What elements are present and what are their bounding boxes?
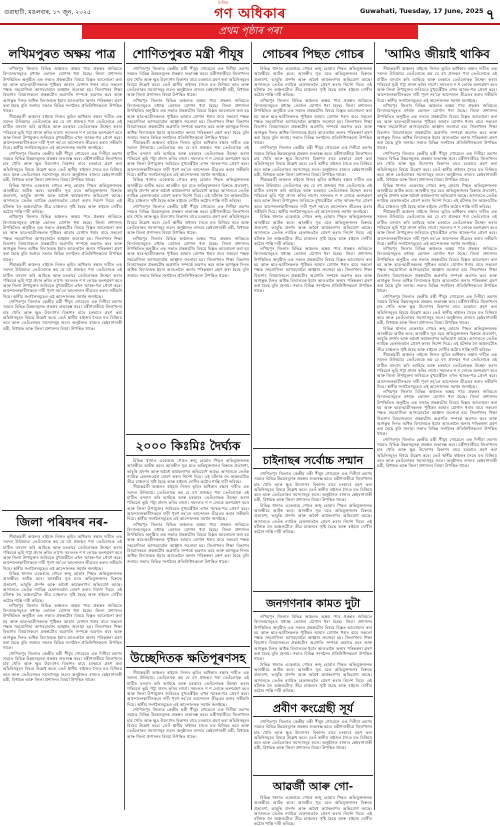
masthead-date-english: Guwahati, Tuesday, 17 June, 2025 xyxy=(360,7,484,15)
story-text: শোণিতপুৰ জিলাত কেন্দ্ৰীয় মন্ত্ৰী পীযূষ গোয়েলে এক দিনীয়া ভ্ৰমণৰ সময়ত বিভিন্ন উন্নয়নমূলক প্ৰকল্পৰ শুভাৰম্ভ কৰে। মন্ত্ৰীগৰাকীয়ে জিলাখনৰ চাহ খেতি আৰু ক্ষুদ্ৰ উদ্যোগৰ বিকাশৰ বাবে চৰকাৰে গ্ৰহণ কৰা আঁচনিসমূহৰ বিষয়ে উল্লেখ কৰে। তেওঁ স্থানীয় ৰাইজৰ সৈতে মত বিনিময় কৰে আৰু তেওঁলোকৰ সমস্যাসমূহ শুনে। অনুষ্ঠানত ৰাজ্যৰ কেইবাগৰাকী মন্ত্ৰী, বিধায়ক আৰু জিলা প্ৰশাসনৰ বিষয়া উপস্থিত থাকে। xyxy=(127,66,249,98)
story-text: শোণিতপুৰ জিলাত কেন্দ্ৰীয় মন্ত্ৰী পীযূষ গোয়েলে এক দিনীয়া ভ্ৰমণৰ সময়ত বিভিন্ন উন্নয়নমূলক প্ৰকল্পৰ শুভাৰম্ভ কৰে। মন্ত্ৰীগৰাকীয়ে জিলাখনৰ চাহ খেতি আৰু ক্ষুদ্ৰ উদ্যোগৰ বিকাশৰ বাবে চৰকাৰে গ্ৰহণ কৰা আঁচনিসমূহৰ বিষয়ে উল্লেখ কৰে। তেওঁ স্থানীয় ৰাইজৰ সৈতে মত বিনিময় কৰে আৰু তেওঁলোকৰ সমস্যাসমূহ শুনে। অনুষ্ঠানত ৰাজ্যৰ কেইবাগৰাকী মন্ত্ৰী, বিধায়ক আৰু জিলা প্ৰশাসনৰ বিষয়া উপস্থিত থাকে। xyxy=(254,719,372,751)
story-text: লখিমপুৰ জিলাৰ বিভিন্ন অঞ্চলত অক্ষয় পাত্ৰ প্ৰকল্পৰ জৰিয়তে বিদ্যালয়সমূহত মধ্যাহ্ন ভোজন যোগান ধৰা হৈছে। জিলা প্ৰশাসনৰ উপস্থিতিত অনুষ্ঠিত এক সভাত প্ৰকল্পটোৰ বিষয়ে বিস্তৃত আলোচনা কৰা হয় আৰু ছাত্ৰ-ছাত্ৰীসকলক পুষ্টিকৰ আহাৰ যোগান ধৰাৰ বাবে সকলো পক্ষক সহযোগিতা আগবঢ়াবলৈ আহ্বান জনোৱা হয়। জিলাখনৰ শিক্ষা বিভাগৰ বিষয়াসকলে প্ৰকল্পটোৰ অগ্ৰগতি সম্পৰ্কে অৱগত কৰে আৰু আগন্তুক দিনত অধিক বিদ্যালয়ক ইয়াৰ আওতালৈ অনাৰ পৰিকল্পনা গ্ৰহণ কৰা হৈছে বুলি জনায়। সভাত বিভিন্ন সংগঠনৰ প্ৰতিনিধিসকলো উপস্থিত থাকে। xyxy=(254,614,372,662)
story-text: বিভিন্ন থানাত একেৰাহে গোচৰ ৰুজু হোৱাৰ পিছত অভিযুক্তজনক আৰক্ষীয়ে আটক কৰে। আৰক্ষীৰ সূত্ৰ মতে অভিযুক্তজনৰ বিৰুদ্ধে প্ৰতাৰণা, ভাবুকি প্ৰদৰ্শন আৰু অবৈধ কাৰ্যকলাপৰ অভিযোগ আছে। আদালতে তেওঁক ন্যায়িক হেফাজতলৈ প্ৰেৰণ কৰাৰ নিৰ্দেশ দিয়ে। এই ঘটনাক লৈ অঞ্চলটোত তীব্ৰ চাঞ্চল্যৰ সৃষ্টি হৈছে আৰু ৰাইজে দোষীৰ কঠোৰ শাস্তি দাবী কৰিছে। xyxy=(254,214,372,246)
story-zila-parishad xyxy=(3,534,122,808)
story-text: সীমান্তৱৰ্তী অঞ্চলৰ ৰাইজে নিজৰ ভূমিৰ অধিকাৰ ৰক্ষাৰ দাবীত এক সমদল উলিয়ায়। তেওঁলোকে কয় যে বহু প্ৰজন্মৰ পৰা তেওঁলোকে এই মাটিত বসবাস কৰি আহিছে আৰু চৰকাৰে তেওঁলোকক উচ্ছেদ কৰাৰ পৰিৱৰ্তে ভূমি পট্টা প্ৰদান কৰিব লাগে। সমদলত শ শ লোকে অংশগ্ৰহণ কৰে আৰু জিলা উপায়ুক্তৰ জৰিয়তে মুখ্যমন্ত্ৰীলৈ এখন স্মাৰক-পত্ৰ প্ৰেৰণ কৰে। আন্দোলনকাৰীসকলে দাবী পূৰণ নহ'লে আন্দোলন তীব্ৰতৰ কৰাৰ সকীয়নি দিয়ে। স্থানীয় সংগঠনসমূহেও এই আন্দোলনক সমৰ্থন জনাইছে। xyxy=(3,534,122,571)
story-police-cow xyxy=(254,795,372,827)
story-text: সীমান্তৱৰ্তী অঞ্চলৰ ৰাইজে নিজৰ ভূমিৰ অধিকাৰ ৰক্ষাৰ দাবীত এক সমদল উলিয়ায়। তেওঁলোকে কয় যে বহু প্ৰজন্মৰ পৰা তেওঁলোকে এই মাটিত বসবাস কৰি আহিছে আৰু চৰকাৰে তেওঁলোকক উচ্ছেদ কৰাৰ পৰিৱৰ্তে ভূমি পট্টা প্ৰদান কৰিব লাগে। সমদলত শ শ লোকে অংশগ্ৰহণ কৰে আৰু জিলা উপায়ুক্তৰ জৰিয়তে মুখ্যমন্ত্ৰীলৈ এখন স্মাৰক-পত্ৰ প্ৰেৰণ কৰে। আন্দোলনকাৰীসকলে দাবী পূৰণ নহ'লে আন্দোলন তীব্ৰতৰ কৰাৰ সকীয়নি দিয়ে। স্থানীয় সংগঠনসমূহেও এই আন্দোলনক সমৰ্থন জনাইছে। xyxy=(127,484,249,522)
story-sonitpur xyxy=(127,66,249,434)
story-evicted-compensation xyxy=(127,670,249,808)
story-text: শোণিতপুৰ জিলাত কেন্দ্ৰীয় মন্ত্ৰী পীযূষ গোয়েলে এক দিনীয়া ভ্ৰমণৰ সময়ত বিভিন্ন উন্নয়নমূলক প্ৰকল্পৰ শুভাৰম্ভ কৰে। মন্ত্ৰীগৰাকীয়ে জিলাখনৰ চাহ খেতি আৰু ক্ষুদ্ৰ উদ্যোগৰ বিকাশৰ বাবে চৰকাৰে গ্ৰহণ কৰা আঁচনিসমূহৰ বিষয়ে উল্লেখ কৰে। তেওঁ স্থানীয় ৰাইজৰ সৈতে মত বিনিময় কৰে আৰু তেওঁলোকৰ সমস্যাসমূহ শুনে। অনুষ্ঠানত ৰাজ্যৰ কেইবাগৰাকী মন্ত্ৰী, বিধায়ক আৰু জিলা প্ৰশাসনৰ বিষয়া উপস্থিত থাকে। xyxy=(377,150,497,183)
section-rule xyxy=(2,510,122,511)
story-text: লখিমপুৰ জিলাৰ বিভিন্ন অঞ্চলত অক্ষয় পাত্ৰ প্ৰকল্পৰ জৰিয়তে বিদ্যালয়সমূহত মধ্যাহ্ন ভোজন যোগান ধৰা হৈছে। জিলা প্ৰশাসনৰ উপস্থিতিত অনুষ্ঠিত এক সভাত প্ৰকল্পটোৰ বিষয়ে বিস্তৃত আলোচনা কৰা হয় আৰু ছাত্ৰ-ছাত্ৰীসকলক পুষ্টিকৰ আহাৰ যোগান ধৰাৰ বাবে সকলো পক্ষক সহযোগিতা আগবঢ়াবলৈ আহ্বান জনোৱা হয়। জিলাখনৰ শিক্ষা বিভাগৰ বিষয়াসকলে প্ৰকল্পটোৰ অগ্ৰগতি সম্পৰ্কে অৱগত কৰে আৰু আগন্তুক দিনত অধিক বিদ্যালয়ক ইয়াৰ আওতালৈ অনাৰ পৰিকল্পনা গ্ৰহণ কৰা হৈছে বুলি জনায়। সভাত বিভিন্ন সংগঠনৰ প্ৰতিনিধিসকলো উপস্থিত থাকে। xyxy=(254,246,372,294)
story-text: বিভিন্ন থানাত একেৰাহে গোচৰ ৰুজু হোৱাৰ পিছত অভিযুক্তজনক আৰক্ষীয়ে আটক কৰে। আৰক্ষীৰ সূত্ৰ মতে অভিযুক্তজনৰ বিৰুদ্ধে প্ৰতাৰণা, ভাবুকি প্ৰদৰ্শন আৰু অবৈধ কাৰ্যকলাপৰ অভিযোগ আছে। আদালতে তেওঁক ন্যায়িক হেফাজতলৈ প্ৰেৰণ কৰাৰ নিৰ্দেশ দিয়ে। এই ঘটনাক লৈ অঞ্চলটোত তীব্ৰ চাঞ্চল্যৰ সৃষ্টি হৈছে আৰু ৰাইজে দোষীৰ কঠোৰ শাস্তি দাবী কৰিছে। xyxy=(127,458,249,485)
story-text: বিভিন্ন থানাত একেৰাহে গোচৰ ৰুজু হোৱাৰ পিছত অভিযুক্তজনক আৰক্ষীয়ে আটক কৰে। আৰক্ষীৰ সূত্ৰ মতে অভিযুক্তজনৰ বিৰুদ্ধে প্ৰতাৰণা, ভাবুকি প্ৰদৰ্শন আৰু অবৈধ কাৰ্যকলাপৰ অভিযোগ আছে। আদালতে তেওঁক ন্যায়িক হেফাজতলৈ প্ৰেৰণ কৰাৰ নিৰ্দেশ দিয়ে। এই ঘটনাক লৈ অঞ্চলটোত তীব্ৰ চাঞ্চল্যৰ সৃষ্টি হৈছে আৰু ৰাইজে দোষীৰ কঠোৰ শাস্তি দাবী কৰিছে। xyxy=(127,177,249,204)
page-number: ৭ xyxy=(485,7,495,23)
story-text: বিভিন্ন থানাত একেৰাহে গোচৰ ৰুজু হোৱাৰ পিছত অভিযুক্তজনক আৰক্ষীয়ে আটক কৰে। আৰক্ষীৰ সূত্ৰ মতে অভিযুক্তজনৰ বিৰুদ্ধে প্ৰতাৰণা, ভাবুকি প্ৰদৰ্শন আৰু অবৈধ কাৰ্যকলাপৰ অভিযোগ আছে। আদালতে তেওঁক ন্যায়িক হেফাজতলৈ প্ৰেৰণ কৰাৰ নিৰ্দেশ দিয়ে। এই ঘটনাক লৈ অঞ্চলটোত তীব্ৰ চাঞ্চল্যৰ সৃষ্টি হৈছে আৰু ৰাইজে দোষীৰ কঠোৰ শাস্তি দাবী কৰিছে। xyxy=(377,182,497,209)
continued-banner: প্ৰথম পৃষ্ঠাৰ পৰা xyxy=(82,25,418,39)
story-text: সীমান্তৱৰ্তী অঞ্চলৰ ৰাইজে নিজৰ ভূমিৰ অধিকাৰ ৰক্ষাৰ দাবীত এক সমদল উলিয়ায়। তেওঁলোকে কয় যে বহু প্ৰজন্মৰ পৰা তেওঁলোকে এই মাটিত বসবাস কৰি আহিছে আৰু চৰকাৰে তেওঁলোকক উচ্ছেদ কৰাৰ পৰিৱৰ্তে ভূমি পট্টা প্ৰদান কৰিব লাগে। সমদলত শ শ লোকে অংশগ্ৰহণ কৰে আৰু জিলা উপায়ুক্তৰ জৰিয়তে মুখ্যমন্ত্ৰীলৈ এখন স্মাৰক-পত্ৰ প্ৰেৰণ কৰে। আন্দোলনকাৰীসকলে দাবী পূৰণ নহ'লে আন্দোলন তীব্ৰতৰ কৰাৰ সকীয়নি দিয়ে। স্থানীয় সংগঠনসমূহেও এই আন্দোলনক সমৰ্থন জনাইছে। xyxy=(377,209,497,246)
story-text: লখিমপুৰ জিলাৰ বিভিন্ন অঞ্চলত অক্ষয় পাত্ৰ প্ৰকল্পৰ জৰিয়তে বিদ্যালয়সমূহত মধ্যাহ্ন ভোজন যোগান ধৰা হৈছে। জিলা প্ৰশাসনৰ উপস্থিতিত অনুষ্ঠিত এক সভাত প্ৰকল্পটোৰ বিষয়ে বিস্তৃত আলোচনা কৰা হয় আৰু ছাত্ৰ-ছাত্ৰীসকলক পুষ্টিকৰ আহাৰ যোগান ধৰাৰ বাবে সকলো পক্ষক সহযোগিতা আগবঢ়াবলৈ আহ্বান জনোৱা হয়। জিলাখনৰ শিক্ষা বিভাগৰ বিষয়াসকলে প্ৰকল্পটোৰ অগ্ৰগতি সম্পৰ্কে অৱগত কৰে আৰু আগন্তুক দিনত অধিক বিদ্যালয়ক ইয়াৰ আওতালৈ অনাৰ পৰিকল্পনা গ্ৰহণ কৰা হৈছে বুলি জনায়। সভাত বিভিন্ন সংগঠনৰ প্ৰতিনিধিসকলো উপস্থিত থাকে। xyxy=(3,66,122,114)
story-text: লখিমপুৰ জিলাৰ বিভিন্ন অঞ্চলত অক্ষয় পাত্ৰ প্ৰকল্পৰ জৰিয়তে বিদ্যালয়সমূহত মধ্যাহ্ন ভোজন যোগান ধৰা হৈছে। জিলা প্ৰশাসনৰ উপস্থিতিত অনুষ্ঠিত এক সভাত প্ৰকল্পটোৰ বিষয়ে বিস্তৃত আলোচনা কৰা হয় আৰু ছাত্ৰ-ছাত্ৰীসকলক পুষ্টিকৰ আহাৰ যোগান ধৰাৰ বাবে সকলো পক্ষক সহযোগিতা আগবঢ়াবলৈ আহ্বান জনোৱা হয়। জিলাখনৰ শিক্ষা বিভাগৰ বিষয়াসকলে প্ৰকল্পটোৰ অগ্ৰগতি সম্পৰ্কে অৱগত কৰে আৰু আগন্তুক দিনত অধিক বিদ্যালয়ক ইয়াৰ আওতালৈ অনাৰ পৰিকল্পনা গ্ৰহণ কৰা হৈছে বুলি জনায়। সভাত বিভিন্ন সংগঠনৰ প্ৰতিনিধিসকলো উপস্থিত থাকে। xyxy=(127,97,249,140)
section-rule xyxy=(253,696,373,697)
masthead-date-assamese: গুৱাহাটী, মঙলবাৰ, ১৭ জুন, ২০২৫ xyxy=(4,9,91,16)
headline-rule xyxy=(253,716,373,717)
story-text: শোণিতপুৰ জিলাত কেন্দ্ৰীয় মন্ত্ৰী পীযূষ গোয়েলে এক দিনীয়া ভ্ৰমণৰ সময়ত বিভিন্ন উন্নয়নমূলক প্ৰকল্পৰ শুভাৰম্ভ কৰে। মন্ত্ৰীগৰাকীয়ে জিলাখনৰ চাহ খেতি আৰু ক্ষুদ্ৰ উদ্যোগৰ বিকাশৰ বাবে চৰকাৰে গ্ৰহণ কৰা আঁচনিসমূহৰ বিষয়ে উল্লেখ কৰে। তেওঁ স্থানীয় ৰাইজৰ সৈতে মত বিনিময় কৰে আৰু তেওঁলোকৰ সমস্যাসমূহ শুনে। অনুষ্ঠানত ৰাজ্যৰ কেইবাগৰাকী মন্ত্ৰী, বিধায়ক আৰু জিলা প্ৰশাসনৰ বিষয়া উপস্থিত থাকে। xyxy=(377,436,497,469)
headline-rule xyxy=(126,63,250,64)
story-text: লখিমপুৰ জিলাৰ বিভিন্ন অঞ্চলত অক্ষয় পাত্ৰ প্ৰকল্পৰ জৰিয়তে বিদ্যালয়সমূহত মধ্যাহ্ন ভোজন যোগান ধৰা হৈছে। জিলা প্ৰশাসনৰ উপস্থিতিত অনুষ্ঠিত এক সভাত প্ৰকল্পটোৰ বিষয়ে বিস্তৃত আলোচনা কৰা হয় আৰু ছাত্ৰ-ছাত্ৰীসকলক পুষ্টিকৰ আহাৰ যোগান ধৰাৰ বাবে সকলো পক্ষক সহযোগিতা আগবঢ়াবলৈ আহ্বান জনোৱা হয়। জিলাখনৰ শিক্ষা বিভাগৰ বিষয়াসকলে প্ৰকল্পটোৰ অগ্ৰগতি সম্পৰ্কে অৱগত কৰে আৰু আগন্তুক দিনত অধিক বিদ্যালয়ক ইয়াৰ আওতালৈ অনাৰ পৰিকল্পনা গ্ৰহণ কৰা হৈছে বুলি জনায়। সভাত বিভিন্ন সংগঠনৰ প্ৰতিনিধিসকলো উপস্থিত থাকে। xyxy=(127,235,249,278)
story-text: লখিমপুৰ জিলাৰ বিভিন্ন অঞ্চলত অক্ষয় পাত্ৰ প্ৰকল্পৰ জৰিয়তে বিদ্যালয়সমূহত মধ্যাহ্ন ভোজন যোগান ধৰা হৈছে। জিলা প্ৰশাসনৰ উপস্থিতিত অনুষ্ঠিত এক সভাত প্ৰকল্পটোৰ বিষয়ে বিস্তৃত আলোচনা কৰা হয় আৰু ছাত্ৰ-ছাত্ৰীসকলক পুষ্টিকৰ আহাৰ যোগান ধৰাৰ বাবে সকলো পক্ষক সহযোগিতা আগবঢ়াবলৈ আহ্বান জনোৱা হয়। জিলাখনৰ শিক্ষা বিভাগৰ বিষয়াসকলে প্ৰকল্পটোৰ অগ্ৰগতি সম্পৰ্কে অৱগত কৰে আৰু আগন্তুক দিনত অধিক বিদ্যালয়ক ইয়াৰ আওতালৈ অনাৰ পৰিকল্পনা গ্ৰহণ কৰা হৈছে বুলি জনায়। সভাত বিভিন্ন সংগঠনৰ প্ৰতিনিধিসকলো উপস্থিত থাকে। xyxy=(3,602,122,651)
headline-rule xyxy=(2,63,122,64)
story-text: বিভিন্ন থানাত একেৰাহে গোচৰ ৰুজু হোৱাৰ পিছত অভিযুক্তজনক আৰক্ষীয়ে আটক কৰে। আৰক্ষীৰ সূত্ৰ মতে অভিযুক্তজনৰ বিৰুদ্ধে প্ৰতাৰণা, ভাবুকি প্ৰদৰ্শন আৰু অবৈধ কাৰ্যকলাপৰ অভিযোগ আছে। আদালতে তেওঁক ন্যায়িক হেফাজতলৈ প্ৰেৰণ কৰাৰ নিৰ্দেশ দিয়ে। এই ঘটনাক লৈ অঞ্চলটোত তীব্ৰ চাঞ্চল্যৰ সৃষ্টি হৈছে আৰু ৰাইজে দোষীৰ কঠোৰ শাস্তি দাবী কৰিছে। xyxy=(254,795,372,827)
section-rule xyxy=(253,448,373,449)
story-text: লখিমপুৰ জিলাৰ বিভিন্ন অঞ্চলত অক্ষয় পাত্ৰ প্ৰকল্পৰ জৰিয়তে বিদ্যালয়সমূহত মধ্যাহ্ন ভোজন যোগান ধৰা হৈছে। জিলা প্ৰশাসনৰ উপস্থিতিত অনুষ্ঠিত এক সভাত প্ৰকল্পটোৰ বিষয়ে বিস্তৃত আলোচনা কৰা হয় আৰু ছাত্ৰ-ছাত্ৰীসকলক পুষ্টিকৰ আহাৰ যোগান ধৰাৰ বাবে সকলো পক্ষক সহযোগিতা আগবঢ়াবলৈ আহ্বান জনোৱা হয়। জিলাখনৰ শিক্ষা বিভাগৰ বিষয়াসকলে প্ৰকল্পটোৰ অগ্ৰগতি সম্পৰ্কে অৱগত কৰে আৰু আগন্তুক দিনত অধিক বিদ্যালয়ক ইয়াৰ আওতালৈ অনাৰ পৰিকল্পনা গ্ৰহণ কৰা হৈছে বুলি জনায়। সভাত বিভিন্ন সংগঠনৰ প্ৰতিনিধিসকলো উপস্থিত থাকে। xyxy=(3,214,122,262)
story-case-after-case xyxy=(254,66,372,446)
headline-highest-honour: চাইনাছৰ সৰ্বোচ্চ সন্মান xyxy=(262,454,364,467)
headline-census-work: জনগণনাৰ কামত দুটা xyxy=(265,597,361,610)
story-text: শোণিতপুৰ জিলাত কেন্দ্ৰীয় মন্ত্ৰী পীযূষ গোয়েলে এক দিনীয়া ভ্ৰমণৰ সময়ত বিভিন্ন উন্নয়নমূলক প্ৰকল্পৰ শুভাৰম্ভ কৰে। মন্ত্ৰীগৰাকীয়ে জিলাখনৰ চাহ খেতি আৰু ক্ষুদ্ৰ উদ্যোগৰ বিকাশৰ বাবে চৰকাৰে গ্ৰহণ কৰা আঁচনিসমূহৰ বিষয়ে উল্লেখ কৰে। তেওঁ স্থানীয় ৰাইজৰ সৈতে মত বিনিময় কৰে আৰু তেওঁলোকৰ সমস্যাসমূহ শুনে। অনুষ্ঠানত ৰাজ্যৰ কেইবাগৰাকী মন্ত্ৰী, বিধায়ক আৰু জিলা প্ৰশাসনৰ বিষয়া উপস্থিত থাকে। xyxy=(377,293,497,326)
story-text: সীমান্তৱৰ্তী অঞ্চলৰ ৰাইজে নিজৰ ভূমিৰ অধিকাৰ ৰক্ষাৰ দাবীত এক সমদল উলিয়ায়। তেওঁলোকে কয় যে বহু প্ৰজন্মৰ পৰা তেওঁলোকে এই মাটিত বসবাস কৰি আহিছে আৰু চৰকাৰে তেওঁলোকক উচ্ছেদ কৰাৰ পৰিৱৰ্তে ভূমি পট্টা প্ৰদান কৰিব লাগে। সমদলত শ শ লোকে অংশগ্ৰহণ কৰে আৰু জিলা উপায়ুক্তৰ জৰিয়তে মুখ্যমন্ত্ৰীলৈ এখন স্মাৰক-পত্ৰ প্ৰেৰণ কৰে। আন্দোলনকাৰীসকলে দাবী পূৰণ নহ'লে আন্দোলন তীব্ৰতৰ কৰাৰ সকীয়নি দিয়ে। স্থানীয় সংগঠনসমূহেও এই আন্দোলনক সমৰ্থন জনাইছে। xyxy=(127,670,249,707)
headline-rule xyxy=(253,63,373,64)
story-census-work xyxy=(254,614,372,694)
column-divider xyxy=(124,42,125,810)
story-text: শোণিতপুৰ জিলাত কেন্দ্ৰীয় মন্ত্ৰী পীযূষ গোয়েলে এক দিনীয়া ভ্ৰমণৰ সময়ত বিভিন্ন উন্নয়নমূলক প্ৰকল্পৰ শুভাৰম্ভ কৰে। মন্ত্ৰীগৰাকীয়ে জিলাখনৰ চাহ খেতি আৰু ক্ষুদ্ৰ উদ্যোগৰ বিকাশৰ বাবে চৰকাৰে গ্ৰহণ কৰা আঁচনিসমূহৰ বিষয়ে উল্লেখ কৰে। তেওঁ স্থানীয় ৰাইজৰ সৈতে মত বিনিময় কৰে আৰু তেওঁলোকৰ সমস্যাসমূহ শুনে। অনুষ্ঠানত ৰাজ্যৰ কেইবাগৰাকী মন্ত্ৰী, বিধায়ক আৰু জিলা প্ৰশাসনৰ বিষয়া উপস্থিত থাকে। xyxy=(3,650,122,683)
story-text: লখিমপুৰ জিলাৰ বিভিন্ন অঞ্চলত অক্ষয় পাত্ৰ প্ৰকল্পৰ জৰিয়তে বিদ্যালয়সমূহত মধ্যাহ্ন ভোজন যোগান ধৰা হৈছে। জিলা প্ৰশাসনৰ উপস্থিতিত অনুষ্ঠিত এক সভাত প্ৰকল্পটোৰ বিষয়ে বিস্তৃত আলোচনা কৰা হয় আৰু ছাত্ৰ-ছাত্ৰীসকলক পুষ্টিকৰ আহাৰ যোগান ধৰাৰ বাবে সকলো পক্ষক সহযোগিতা আগবঢ়াবলৈ আহ্বান জনোৱা হয়। জিলাখনৰ শিক্ষা বিভাগৰ বিষয়াসকলে প্ৰকল্পটোৰ অগ্ৰগতি সম্পৰ্কে অৱগত কৰে আৰু আগন্তুক দিনত অধিক বিদ্যালয়ক ইয়াৰ আওতালৈ অনাৰ পৰিকল্পনা গ্ৰহণ কৰা হৈছে বুলি জনায়। সভাত বিভিন্ন সংগঠনৰ প্ৰতিনিধিসকলো উপস্থিত থাকে। xyxy=(377,389,497,437)
headline-evicted-compensation: উচ্ছেদিতক ক্ষতিপূৰণসহ xyxy=(130,651,246,665)
story-text: সীমান্তৱৰ্তী অঞ্চলৰ ৰাইজে নিজৰ ভূমিৰ অধিকাৰ ৰক্ষাৰ দাবীত এক সমদল উলিয়ায়। তেওঁলোকে কয় যে বহু প্ৰজন্মৰ পৰা তেওঁলোকে এই মাটিত বসবাস কৰি আহিছে আৰু চৰকাৰে তেওঁলোকক উচ্ছেদ কৰাৰ পৰিৱৰ্তে ভূমি পট্টা প্ৰদান কৰিব লাগে। সমদলত শ শ লোকে অংশগ্ৰহণ কৰে আৰু জিলা উপায়ুক্তৰ জৰিয়তে মুখ্যমন্ত্ৰীলৈ এখন স্মাৰক-পত্ৰ প্ৰেৰণ কৰে। আন্দোলনকাৰীসকলে দাবী পূৰণ নহ'লে আন্দোলন তীব্ৰতৰ কৰাৰ সকীয়নি দিয়ে। স্থানীয় সংগঠনসমূহেও এই আন্দোলনক সমৰ্থন জনাইছে। xyxy=(377,66,497,103)
story-highest-honour xyxy=(254,471,372,589)
story-text: লখিমপুৰ জিলাৰ বিভিন্ন অঞ্চলত অক্ষয় পাত্ৰ প্ৰকল্পৰ জৰিয়তে বিদ্যালয়সমূহত মধ্যাহ্ন ভোজন যোগান ধৰা হৈছে। জিলা প্ৰশাসনৰ উপস্থিতিত অনুষ্ঠিত এক সভাত প্ৰকল্পটোৰ বিষয়ে বিস্তৃত আলোচনা কৰা হয় আৰু ছাত্ৰ-ছাত্ৰীসকলক পুষ্টিকৰ আহাৰ যোগান ধৰাৰ বাবে সকলো পক্ষক সহযোগিতা আগবঢ়াবলৈ আহ্বান জনোৱা হয়। জিলাখনৰ শিক্ষা বিভাগৰ বিষয়াসকলে প্ৰকল্পটোৰ অগ্ৰগতি সম্পৰ্কে অৱগত কৰে আৰু আগন্তুক দিনত অধিক বিদ্যালয়ক ইয়াৰ আওতালৈ অনাৰ পৰিকল্পনা গ্ৰহণ কৰা হৈছে বুলি জনায়। সভাত বিভিন্ন সংগঠনৰ প্ৰতিনিধিসকলো উপস্থিত থাকে। xyxy=(254,97,372,146)
headline-rule xyxy=(253,468,373,469)
story-text: বিভিন্ন থানাত একেৰাহে গোচৰ ৰুজু হোৱাৰ পিছত অভিযুক্তজনক আৰক্ষীয়ে আটক কৰে। আৰক্ষীৰ সূত্ৰ মতে অভিযুক্তজনৰ বিৰুদ্ধে প্ৰতাৰণা, ভাবুকি প্ৰদৰ্শন আৰু অবৈধ কাৰ্যকলাপৰ অভিযোগ আছে। আদালতে তেওঁক ন্যায়িক হেফাজতলৈ প্ৰেৰণ কৰাৰ নিৰ্দেশ দিয়ে। এই ঘটনাক লৈ অঞ্চলটোত তীব্ৰ চাঞ্চল্যৰ সৃষ্টি হৈছে আৰু ৰাইজে দোষীৰ কঠোৰ শাস্তি দাবী কৰিছে। xyxy=(254,502,372,535)
column-divider xyxy=(251,42,252,810)
headline-rule xyxy=(126,455,250,456)
newspaper-title: গণ অধিকাৰ xyxy=(214,6,286,22)
column-divider xyxy=(374,42,375,810)
headline-we-will-survive: 'আমিও জীয়াই থাকিব xyxy=(384,47,490,61)
story-text: বিভিন্ন থানাত একেৰাহে গোচৰ ৰুজু হোৱাৰ পিছত অভিযুক্তজনক আৰক্ষীয়ে আটক কৰে। আৰক্ষীৰ সূত্ৰ মতে অভিযুক্তজনৰ বিৰুদ্ধে প্ৰতাৰণা, ভাবুকি প্ৰদৰ্শন আৰু অবৈধ কাৰ্যকলাপৰ অভিযোগ আছে। আদালতে তেওঁক ন্যায়িক হেফাজতলৈ প্ৰেৰণ কৰাৰ নিৰ্দেশ দিয়ে। এই ঘটনাক লৈ অঞ্চলটোত তীব্ৰ চাঞ্চল্যৰ সৃষ্টি হৈছে আৰু ৰাইজে দোষীৰ কঠোৰ শাস্তি দাবী কৰিছে। xyxy=(254,66,372,98)
headline-police-cow: আৱৰ্জী আৰু গো- xyxy=(272,780,354,793)
story-text: সীমান্তৱৰ্তী অঞ্চলৰ ৰাইজে নিজৰ ভূমিৰ অধিকাৰ ৰক্ষাৰ দাবীত এক সমদল উলিয়ায়। তেওঁলোকে কয় যে বহু প্ৰজন্মৰ পৰা তেওঁলোকে এই মাটিত বসবাস কৰি আহিছে আৰু চৰকাৰে তেওঁলোকক উচ্ছেদ কৰাৰ পৰিৱৰ্তে ভূমি পট্টা প্ৰদান কৰিব লাগে। সমদলত শ শ লোকে অংশগ্ৰহণ কৰে আৰু জিলা উপায়ুক্তৰ জৰিয়তে মুখ্যমন্ত্ৰীলৈ এখন স্মাৰক-পত্ৰ প্ৰেৰণ কৰে। আন্দোলনকাৰীসকলে দাবী পূৰণ নহ'লে আন্দোলন তীব্ৰতৰ কৰাৰ সকীয়নি দিয়ে। স্থানীয় সংগঠনসমূহেও এই আন্দোলনক সমৰ্থন জনাইছে। xyxy=(377,352,497,389)
masthead xyxy=(0,0,500,25)
story-text: লখিমপুৰ জিলাৰ বিভিন্ন অঞ্চলত অক্ষয় পাত্ৰ প্ৰকল্পৰ জৰিয়তে বিদ্যালয়সমূহত মধ্যাহ্ন ভোজন যোগান ধৰা হৈছে। জিলা প্ৰশাসনৰ উপস্থিতিত অনুষ্ঠিত এক সভাত প্ৰকল্পটোৰ বিষয়ে বিস্তৃত আলোচনা কৰা হয় আৰু ছাত্ৰ-ছাত্ৰীসকলক পুষ্টিকৰ আহাৰ যোগান ধৰাৰ বাবে সকলো পক্ষক সহযোগিতা আগবঢ়াবলৈ আহ্বান জনোৱা হয়। জিলাখনৰ শিক্ষা বিভাগৰ বিষয়াসকলে প্ৰকল্পটোৰ অগ্ৰগতি সম্পৰ্কে অৱগত কৰে আৰু আগন্তুক দিনত অধিক বিদ্যালয়ক ইয়াৰ আওতালৈ অনাৰ পৰিকল্পনা গ্ৰহণ কৰা হৈছে বুলি জনায়। সভাত বিভিন্ন সংগঠনৰ প্ৰতিনিধিসকলো উপস্থিত থাকে। xyxy=(127,521,249,564)
section-rule xyxy=(126,646,250,647)
headline-veteran-congress: প্ৰবীণ কংগ্ৰেছী সূৰ্য xyxy=(272,702,354,715)
story-text: লখিমপুৰ জিলাৰ বিভিন্ন অঞ্চলত অক্ষয় পাত্ৰ প্ৰকল্পৰ জৰিয়তে বিদ্যালয়সমূহত মধ্যাহ্ন ভোজন যোগান ধৰা হৈছে। জিলা প্ৰশাসনৰ উপস্থিতিত অনুষ্ঠিত এক সভাত প্ৰকল্পটোৰ বিষয়ে বিস্তৃত আলোচনা কৰা হয় আৰু ছাত্ৰ-ছাত্ৰীসকলক পুষ্টিকৰ আহাৰ যোগান ধৰাৰ বাবে সকলো পক্ষক সহযোগিতা আগবঢ়াবলৈ আহ্বান জনোৱা হয়। জিলাখনৰ শিক্ষা বিভাগৰ বিষয়াসকলে প্ৰকল্পটোৰ অগ্ৰগতি সম্পৰ্কে অৱগত কৰে আৰু আগন্তুক দিনত অধিক বিদ্যালয়ক ইয়াৰ আওতালৈ অনাৰ পৰিকল্পনা গ্ৰহণ কৰা হৈছে বুলি জনায়। সভাত বিভিন্ন সংগঠনৰ প্ৰতিনিধিসকলো উপস্থিত থাকে। xyxy=(377,246,497,294)
story-text: সীমান্তৱৰ্তী অঞ্চলৰ ৰাইজে নিজৰ ভূমিৰ অধিকাৰ ৰক্ষাৰ দাবীত এক সমদল উলিয়ায়। তেওঁলোকে কয় যে বহু প্ৰজন্মৰ পৰা তেওঁলোকে এই মাটিত বসবাস কৰি আহিছে আৰু চৰকাৰে তেওঁলোকক উচ্ছেদ কৰাৰ পৰিৱৰ্তে ভূমি পট্টা প্ৰদান কৰিব লাগে। সমদলত শ শ লোকে অংশগ্ৰহণ কৰে আৰু জিলা উপায়ুক্তৰ জৰিয়তে মুখ্যমন্ত্ৰীলৈ এখন স্মাৰক-পত্ৰ প্ৰেৰণ কৰে। আন্দোলনকাৰীসকলে দাবী পূৰণ নহ'লে আন্দোলন তীব্ৰতৰ কৰাৰ সকীয়নি দিয়ে। স্থানীয় সংগঠনসমূহেও এই আন্দোলনক সমৰ্থন জনাইছে। xyxy=(254,177,372,215)
masthead-subtitle: দৈনিক xyxy=(218,0,229,5)
story-text: বিভিন্ন থানাত একেৰাহে গোচৰ ৰুজু হোৱাৰ পিছত অভিযুক্তজনক আৰক্ষীয়ে আটক কৰে। আৰক্ষীৰ সূত্ৰ মতে অভিযুক্তজনৰ বিৰুদ্ধে প্ৰতাৰণা, ভাবুকি প্ৰদৰ্শন আৰু অবৈধ কাৰ্যকলাপৰ অভিযোগ আছে। আদালতে তেওঁক ন্যায়িক হেফাজতলৈ প্ৰেৰণ কৰাৰ নিৰ্দেশ দিয়ে। এই ঘটনাক লৈ অঞ্চলটোত তীব্ৰ চাঞ্চল্যৰ সৃষ্টি হৈছে আৰু ৰাইজে দোষীৰ কঠোৰ শাস্তি দাবী কৰিছে। xyxy=(3,182,122,215)
story-text: সীমান্তৱৰ্তী অঞ্চলৰ ৰাইজে নিজৰ ভূমিৰ অধিকাৰ ৰক্ষাৰ দাবীত এক সমদল উলিয়ায়। তেওঁলোকে কয় যে বহু প্ৰজন্মৰ পৰা তেওঁলোকে এই মাটিত বসবাস কৰি আহিছে আৰু চৰকাৰে তেওঁলোকক উচ্ছেদ কৰাৰ পৰিৱৰ্তে ভূমি পট্টা প্ৰদান কৰিব লাগে। সমদলত শ শ লোকে অংশগ্ৰহণ কৰে আৰু জিলা উপায়ুক্তৰ জৰিয়তে মুখ্যমন্ত্ৰীলৈ এখন স্মাৰক-পত্ৰ প্ৰেৰণ কৰে। আন্দোলনকাৰীসকলে দাবী পূৰণ নহ'লে আন্দোলন তীব্ৰতৰ কৰাৰ সকীয়নি দিয়ে। স্থানীয় সংগঠনসমূহেও এই আন্দোলনক সমৰ্থন জনাইছে। xyxy=(127,140,249,177)
story-text: শোণিতপুৰ জিলাত কেন্দ্ৰীয় মন্ত্ৰী পীযূষ গোয়েলে এক দিনীয়া ভ্ৰমণৰ সময়ত বিভিন্ন উন্নয়নমূলক প্ৰকল্পৰ শুভাৰম্ভ কৰে। মন্ত্ৰীগৰাকীয়ে জিলাখনৰ চাহ খেতি আৰু ক্ষুদ্ৰ উদ্যোগৰ বিকাশৰ বাবে চৰকাৰে গ্ৰহণ কৰা আঁচনিসমূহৰ বিষয়ে উল্লেখ কৰে। তেওঁ স্থানীয় ৰাইজৰ সৈতে মত বিনিময় কৰে আৰু তেওঁলোকৰ সমস্যাসমূহ শুনে। অনুষ্ঠানত ৰাজ্যৰ কেইবাগৰাকী মন্ত্ৰী, বিধায়ক আৰু জিলা প্ৰশাসনৰ বিষয়া উপস্থিত থাকে। xyxy=(254,145,372,177)
section-rule xyxy=(253,775,373,776)
story-2000-km xyxy=(127,458,249,644)
story-text: বিভিন্ন থানাত একেৰাহে গোচৰ ৰুজু হোৱাৰ পিছত অভিযুক্তজনক আৰক্ষীয়ে আটক কৰে। আৰক্ষীৰ সূত্ৰ মতে অভিযুক্তজনৰ বিৰুদ্ধে প্ৰতাৰণা, ভাবুকি প্ৰদৰ্শন আৰু অবৈধ কাৰ্যকলাপৰ অভিযোগ আছে। আদালতে তেওঁক ন্যায়িক হেফাজতলৈ প্ৰেৰণ কৰাৰ নিৰ্দেশ দিয়ে। এই ঘটনাক লৈ অঞ্চলটোত তীব্ৰ চাঞ্চল্যৰ সৃষ্টি হৈছে আৰু ৰাইজে দোষীৰ কঠোৰ শাস্তি দাবী কৰিছে। xyxy=(3,571,122,603)
story-text: লখিমপুৰ জিলাৰ বিভিন্ন অঞ্চলত অক্ষয় পাত্ৰ প্ৰকল্পৰ জৰিয়তে বিদ্যালয়সমূহত মধ্যাহ্ন ভোজন যোগান ধৰা হৈছে। জিলা প্ৰশাসনৰ উপস্থিতিত অনুষ্ঠিত এক সভাত প্ৰকল্পটোৰ বিষয়ে বিস্তৃত আলোচনা কৰা হয় আৰু ছাত্ৰ-ছাত্ৰীসকলক পুষ্টিকৰ আহাৰ যোগান ধৰাৰ বাবে সকলো পক্ষক সহযোগিতা আগবঢ়াবলৈ আহ্বান জনোৱা হয়। জিলাখনৰ শিক্ষা বিভাগৰ বিষয়াসকলে প্ৰকল্পটোৰ অগ্ৰগতি সম্পৰ্কে অৱগত কৰে আৰু আগন্তুক দিনত অধিক বিদ্যালয়ক ইয়াৰ আওতালৈ অনাৰ পৰিকল্পনা গ্ৰহণ কৰা হৈছে বুলি জনায়। সভাত বিভিন্ন সংগঠনৰ প্ৰতিনিধিসকলো উপস্থিত থাকে। xyxy=(377,103,497,151)
headline-rule xyxy=(2,531,122,532)
headline-2000-km: ২০০০ কিঃমিঃ দৈৰ্ঘ্যক xyxy=(135,439,241,453)
headline-sonitpur-minister: শোণিতপুৰত মন্ত্ৰী পীযূষ xyxy=(132,47,244,61)
story-text: শোণিতপুৰ জিলাত কেন্দ্ৰীয় মন্ত্ৰী পীযূষ গোয়েলে এক দিনীয়া ভ্ৰমণৰ সময়ত বিভিন্ন উন্নয়নমূলক প্ৰকল্পৰ শুভাৰম্ভ কৰে। মন্ত্ৰীগৰাকীয়ে জিলাখনৰ চাহ খেতি আৰু ক্ষুদ্ৰ উদ্যোগৰ বিকাশৰ বাবে চৰকাৰে গ্ৰহণ কৰা আঁচনিসমূহৰ বিষয়ে উল্লেখ কৰে। তেওঁ স্থানীয় ৰাইজৰ সৈতে মত বিনিময় কৰে আৰু তেওঁলোকৰ সমস্যাসমূহ শুনে। অনুষ্ঠানত ৰাজ্যৰ কেইবাগৰাকী মন্ত্ৰী, বিধায়ক আৰু জিলা প্ৰশাসনৰ বিষয়া উপস্থিত থাকে। xyxy=(3,299,122,331)
story-text: বিভিন্ন থানাত একেৰাহে গোচৰ ৰুজু হোৱাৰ পিছত অভিযুক্তজনক আৰক্ষীয়ে আটক কৰে। আৰক্ষীৰ সূত্ৰ মতে অভিযুক্তজনৰ বিৰুদ্ধে প্ৰতাৰণা, ভাবুকি প্ৰদৰ্শন আৰু অবৈধ কাৰ্যকলাপৰ অভিযোগ আছে। আদালতে তেওঁক ন্যায়িক হেফাজতলৈ প্ৰেৰণ কৰাৰ নিৰ্দেশ দিয়ে। এই ঘটনাক লৈ অঞ্চলটোত তীব্ৰ চাঞ্চল্যৰ সৃষ্টি হৈছে আৰু ৰাইজে দোষীৰ কঠোৰ শাস্তি দাবী কৰিছে। xyxy=(254,661,372,694)
headline-rule xyxy=(253,611,373,612)
story-lakhimpur xyxy=(3,66,122,508)
headline-rule xyxy=(376,63,498,64)
story-text: শোণিতপুৰ জিলাত কেন্দ্ৰীয় মন্ত্ৰী পীযূষ গোয়েলে এক দিনীয়া ভ্ৰমণৰ সময়ত বিভিন্ন উন্নয়নমূলক প্ৰকল্পৰ শুভাৰম্ভ কৰে। মন্ত্ৰীগৰাকীয়ে জিলাখনৰ চাহ খেতি আৰু ক্ষুদ্ৰ উদ্যোগৰ বিকাশৰ বাবে চৰকাৰে গ্ৰহণ কৰা আঁচনিসমূহৰ বিষয়ে উল্লেখ কৰে। তেওঁ স্থানীয় ৰাইজৰ সৈতে মত বিনিময় কৰে আৰু তেওঁলোকৰ সমস্যাসমূহ শুনে। অনুষ্ঠানত ৰাজ্যৰ কেইবাগৰাকী মন্ত্ৰী, বিধায়ক আৰু জিলা প্ৰশাসনৰ বিষয়া উপস্থিত থাকে। xyxy=(254,471,372,503)
story-text: শোণিতপুৰ জিলাত কেন্দ্ৰীয় মন্ত্ৰী পীযূষ গোয়েলে এক দিনীয়া ভ্ৰমণৰ সময়ত বিভিন্ন উন্নয়নমূলক প্ৰকল্পৰ শুভাৰম্ভ কৰে। মন্ত্ৰীগৰাকীয়ে জিলাখনৰ চাহ খেতি আৰু ক্ষুদ্ৰ উদ্যোগৰ বিকাশৰ বাবে চৰকাৰে গ্ৰহণ কৰা আঁচনিসমূহৰ বিষয়ে উল্লেখ কৰে। তেওঁ স্থানীয় ৰাইজৰ সৈতে মত বিনিময় কৰে আৰু তেওঁলোকৰ সমস্যাসমূহ শুনে। অনুষ্ঠানত ৰাজ্যৰ কেইবাগৰাকী মন্ত্ৰী, বিধায়ক আৰু জিলা প্ৰশাসনৰ বিষয়া উপস্থিত থাকে। xyxy=(127,203,249,236)
headline-zila-parishad: জিলা পৰিষদৰ নৰ- xyxy=(16,515,108,529)
headline-case-after-case: গোচৰৰ পিছত গোচৰ xyxy=(262,47,364,61)
story-text: শোণিতপুৰ জিলাত কেন্দ্ৰীয় মন্ত্ৰী পীযূষ গোয়েলে এক দিনীয়া ভ্ৰমণৰ সময়ত বিভিন্ন উন্নয়নমূলক প্ৰকল্পৰ শুভাৰম্ভ কৰে। মন্ত্ৰীগৰাকীয়ে জিলাখনৰ চাহ খেতি আৰু ক্ষুদ্ৰ উদ্যোগৰ বিকাশৰ বাবে চৰকাৰে গ্ৰহণ কৰা আঁচনিসমূহৰ বিষয়ে উল্লেখ কৰে। তেওঁ স্থানীয় ৰাইজৰ সৈতে মত বিনিময় কৰে আৰু তেওঁলোকৰ সমস্যাসমূহ শুনে। অনুষ্ঠানত ৰাজ্যৰ কেইবাগৰাকী মন্ত্ৰী, বিধায়ক আৰু জিলা প্ৰশাসনৰ বিষয়া উপস্থিত থাকে। xyxy=(127,707,249,739)
section-rule xyxy=(253,591,373,592)
headline-rule xyxy=(126,667,250,668)
section-rule xyxy=(126,434,250,435)
story-text: সীমান্তৱৰ্তী অঞ্চলৰ ৰাইজে নিজৰ ভূমিৰ অধিকাৰ ৰক্ষাৰ দাবীত এক সমদল উলিয়ায়। তেওঁলোকে কয় যে বহু প্ৰজন্মৰ পৰা তেওঁলোকে এই মাটিত বসবাস কৰি আহিছে আৰু চৰকাৰে তেওঁলোকক উচ্ছেদ কৰাৰ পৰিৱৰ্তে ভূমি পট্টা প্ৰদান কৰিব লাগে। সমদলত শ শ লোকে অংশগ্ৰহণ কৰে আৰু জিলা উপায়ুক্তৰ জৰিয়তে মুখ্যমন্ত্ৰীলৈ এখন স্মাৰক-পত্ৰ প্ৰেৰণ কৰে। আন্দোলনকাৰীসকলে দাবী পূৰণ নহ'লে আন্দোলন তীব্ৰতৰ কৰাৰ সকীয়নি দিয়ে। স্থানীয় সংগঠনসমূহেও এই আন্দোলনক সমৰ্থন জনাইছে। xyxy=(3,113,122,151)
story-text: সীমান্তৱৰ্তী অঞ্চলৰ ৰাইজে নিজৰ ভূমিৰ অধিকাৰ ৰক্ষাৰ দাবীত এক সমদল উলিয়ায়। তেওঁলোকে কয় যে বহু প্ৰজন্মৰ পৰা তেওঁলোকে এই মাটিত বসবাস কৰি আহিছে আৰু চৰকাৰে তেওঁলোকক উচ্ছেদ কৰাৰ পৰিৱৰ্তে ভূমি পট্টা প্ৰদান কৰিব লাগে। সমদলত শ শ লোকে অংশগ্ৰহণ কৰে আৰু জিলা উপায়ুক্তৰ জৰিয়তে মুখ্যমন্ত্ৰীলৈ এখন স্মাৰক-পত্ৰ প্ৰেৰণ কৰে। আন্দোলনকাৰীসকলে দাবী পূৰণ নহ'লে আন্দোলন তীব্ৰতৰ কৰাৰ সকীয়নি দিয়ে। স্থানীয় সংগঠনসমূহেও এই আন্দোলনক সমৰ্থন জনাইছে। xyxy=(3,261,122,299)
story-veteran-congress xyxy=(254,719,372,774)
headline-lakhimpur: লখিমপুৰত অক্ষয় পাত্ৰ xyxy=(8,47,116,61)
story-text: শোণিতপুৰ জিলাত কেন্দ্ৰীয় মন্ত্ৰী পীযূষ গোয়েলে এক দিনীয়া ভ্ৰমণৰ সময়ত বিভিন্ন উন্নয়নমূলক প্ৰকল্পৰ শুভাৰম্ভ কৰে। মন্ত্ৰীগৰাকীয়ে জিলাখনৰ চাহ খেতি আৰু ক্ষুদ্ৰ উদ্যোগৰ বিকাশৰ বাবে চৰকাৰে গ্ৰহণ কৰা আঁচনিসমূহৰ বিষয়ে উল্লেখ কৰে। তেওঁ স্থানীয় ৰাইজৰ সৈতে মত বিনিময় কৰে আৰু তেওঁলোকৰ সমস্যাসমূহ শুনে। অনুষ্ঠানত ৰাজ্যৰ কেইবাগৰাকী মন্ত্ৰী, বিধায়ক আৰু জিলা প্ৰশাসনৰ বিষয়া উপস্থিত থাকে। xyxy=(3,150,122,183)
story-text: বিভিন্ন থানাত একেৰাহে গোচৰ ৰুজু হোৱাৰ পিছত অভিযুক্তজনক আৰক্ষীয়ে আটক কৰে। আৰক্ষীৰ সূত্ৰ মতে অভিযুক্তজনৰ বিৰুদ্ধে প্ৰতাৰণা, ভাবুকি প্ৰদৰ্শন আৰু অবৈধ কাৰ্যকলাপৰ অভিযোগ আছে। আদালতে তেওঁক ন্যায়িক হেফাজতলৈ প্ৰেৰণ কৰাৰ নিৰ্দেশ দিয়ে। এই ঘটনাক লৈ অঞ্চলটোত তীব্ৰ চাঞ্চল্যৰ সৃষ্টি হৈছে আৰু ৰাইজে দোষীৰ কঠোৰ শাস্তি দাবী কৰিছে। xyxy=(377,325,497,352)
story-we-will-survive xyxy=(377,66,497,808)
